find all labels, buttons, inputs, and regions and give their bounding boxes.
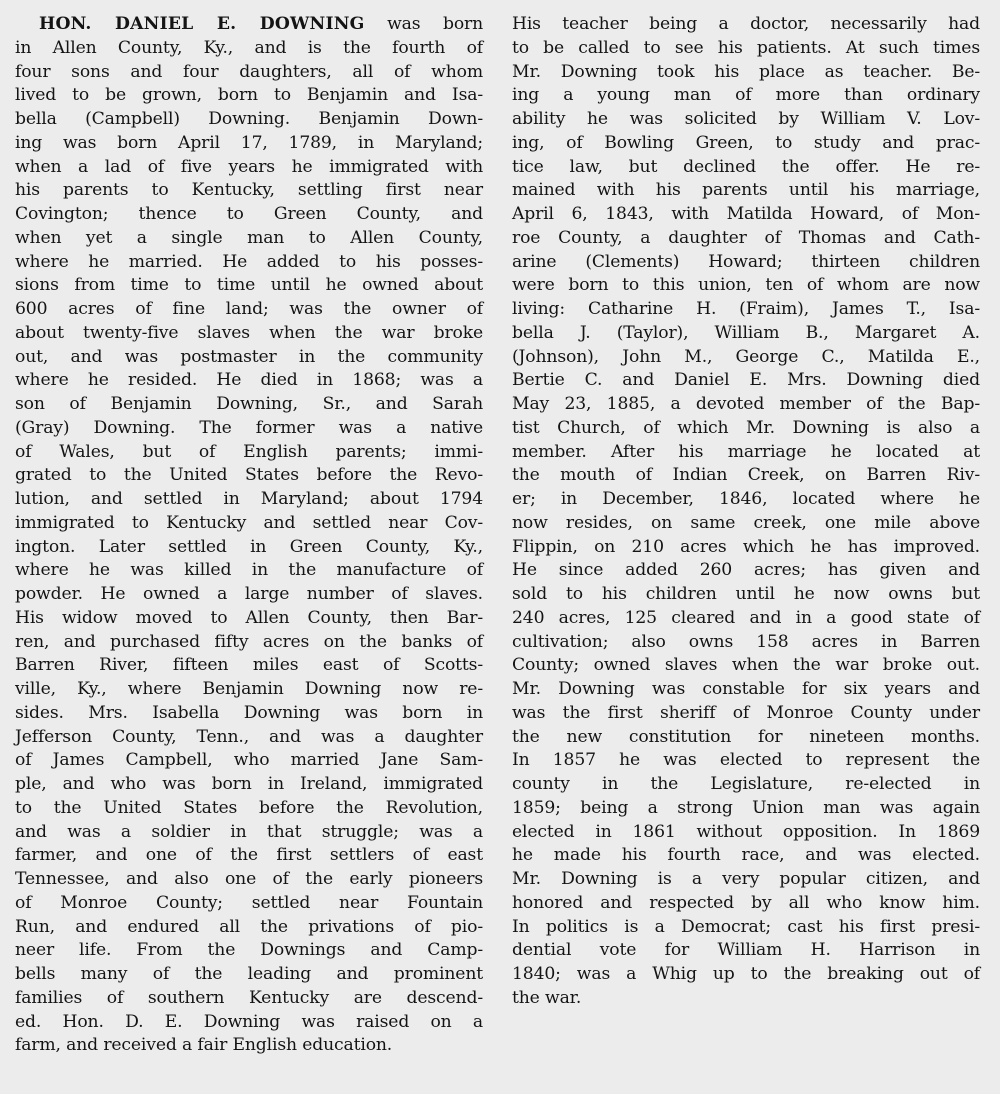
text-line: dential vote for William H. Harrison in bbox=[512, 940, 980, 961]
text-line: to be called to see his patients. At such times bbox=[512, 37, 980, 58]
text-line: and was a soldier in that struggle; was a bbox=[15, 821, 483, 842]
text-line: April 6, 1843, with Matilda Howard, of Mon- bbox=[512, 204, 980, 224]
text-line: where he married. He added to his posses- bbox=[15, 251, 483, 272]
text-line: ing, of Bowling Green, to study and prac- bbox=[512, 132, 980, 153]
text-line: Bertie C. and Daniel E. Mrs. Downing died bbox=[512, 370, 980, 391]
text-line: Flippin, on 210 acres which he has improved. bbox=[512, 536, 980, 557]
text-line: ed. Hon. D. E. Downing was raised on a bbox=[15, 1011, 483, 1032]
text-line: he made his fourth race, and was elected. bbox=[512, 845, 980, 866]
text-line: tist Church, of which Mr. Downing is also a bbox=[512, 417, 980, 438]
text-line: Barren River, fifteen miles east of Scotts- bbox=[15, 655, 483, 676]
text-line: ville, Ky., where Benjamin Downing now re- bbox=[15, 679, 483, 699]
text-line: In 1857 he was elected to represent the bbox=[512, 750, 980, 771]
text-line: sions from time to time until he owned about bbox=[15, 275, 483, 296]
text-line: in Allen County, Ky., and is the fourth of bbox=[15, 37, 483, 58]
text-line: four sons and four daughters, all of whom bbox=[15, 61, 483, 82]
text-line: ing was born April 17, 1789, in Maryland; bbox=[15, 132, 483, 153]
text-line: son of Benjamin Downing, Sr., and Sarah bbox=[15, 394, 483, 414]
text-line: 1840; was a Whig up to the breaking out of bbox=[512, 964, 980, 984]
text-line: arine (Clements) Howard; thirteen children bbox=[512, 251, 980, 272]
text-line bbox=[15, 13, 483, 37]
text-line: County; owned slaves when the war broke out. bbox=[512, 655, 980, 676]
text-line: about twenty-five slaves when the war broke bbox=[15, 322, 483, 343]
text-line: Jefferson County, Tenn., and was a daughter bbox=[15, 726, 483, 747]
text-line: May 23, 1885, a devoted member of the Bap- bbox=[512, 394, 980, 414]
text-line: er; in December, 1846, located where he bbox=[512, 489, 980, 509]
text-line: elected in 1861 without opposition. In 1869 bbox=[512, 821, 980, 842]
text-line: of James Campbell, who married Jane Sam- bbox=[15, 750, 483, 771]
text-line: were born to this union, ten of whom are now bbox=[512, 275, 980, 296]
text-line: Mr. Downing took his place as teacher. Be- bbox=[512, 61, 980, 82]
text-line: where he was killed in the manufacture of bbox=[15, 560, 483, 581]
text-line: to the United States before the Revolution, bbox=[15, 797, 483, 818]
text-line: his parents to Kentucky, settling first near bbox=[15, 180, 483, 201]
text-line: ple, and who was born in Ireland, immigrated bbox=[15, 774, 483, 794]
text-line: living: Catharine H. (Fraim), James T., Isa- bbox=[512, 299, 980, 319]
text-line: member. After his marriage he located at bbox=[512, 441, 980, 462]
text-line: the mouth of Indian Creek, on Barren Riv- bbox=[512, 465, 980, 486]
first-line-text: was born bbox=[364, 14, 483, 34]
text-line: where he resided. He died in 1868; was a bbox=[15, 370, 483, 391]
text-line: out, and was postmaster in the community bbox=[15, 346, 483, 367]
text-line: ing a young man of more than ordinary bbox=[512, 85, 980, 106]
text-line: honored and respected by all who know him. bbox=[512, 892, 980, 913]
text-line: (Johnson), John M., George C., Matilda E., bbox=[512, 346, 980, 367]
text-line: cultivation; also owns 158 acres in Barren bbox=[512, 631, 980, 652]
text-line: bella J. (Taylor), William B., Margaret A. bbox=[512, 322, 980, 343]
text-line: ren, and purchased fifty acres on the banks of bbox=[15, 631, 483, 652]
text-line: lived to be grown, born to Benjamin and Isa- bbox=[15, 85, 483, 106]
text-line: sides. Mrs. Isabella Downing was born in bbox=[15, 702, 483, 723]
text-line: 600 acres of fine land; was the owner of bbox=[15, 299, 483, 319]
text-line: grated to the United States before the Revo- bbox=[15, 465, 483, 486]
text-line: of Wales, but of English parents; immi- bbox=[15, 441, 483, 462]
text-line: 1859; being a strong Union man was again bbox=[512, 797, 980, 818]
text-line: In politics is a Democrat; cast his first presi- bbox=[512, 916, 980, 937]
left-column bbox=[15, 13, 483, 1058]
text-line: Covington; thence to Green County, and bbox=[15, 204, 483, 224]
text-line: when a lad of five years he immigrated with bbox=[15, 156, 483, 177]
text-line: roe County, a daughter of Thomas and Cath- bbox=[512, 227, 980, 248]
text-line: bella (Campbell) Downing. Benjamin Down- bbox=[15, 109, 483, 129]
text-line: neer life. From the Downings and Camp- bbox=[15, 940, 483, 961]
text-line: His teacher being a doctor, necessarily had bbox=[512, 14, 980, 34]
text-line: was the first sheriff of Monroe County under bbox=[512, 702, 980, 723]
text-line: Mr. Downing is a very popular citizen, and bbox=[512, 869, 980, 889]
text-line: ability he was solicited by William V. Lov- bbox=[512, 109, 980, 129]
text-line: sold to his children until he now owns but bbox=[512, 584, 980, 604]
text-line: immigrated to Kentucky and settled near Cov- bbox=[15, 512, 483, 533]
text-line: His widow moved to Allen County, then Bar- bbox=[15, 607, 483, 628]
text-line: Mr. Downing was constable for six years and bbox=[512, 679, 980, 699]
text-line: bells many of the leading and prominent bbox=[15, 964, 483, 984]
text-line: when yet a single man to Allen County, bbox=[15, 227, 483, 248]
text-line: (Gray) Downing. The former was a native bbox=[15, 417, 483, 438]
text-line: now resides, on same creek, one mile above bbox=[512, 512, 980, 533]
text-line: the war. bbox=[512, 987, 582, 1008]
right-column bbox=[512, 13, 980, 1011]
text-line: Tennessee, and also one of the early pioneers bbox=[15, 869, 483, 889]
text-line: of Monroe County; settled near Fountain bbox=[15, 892, 483, 913]
subject-name: HON. DANIEL E. DOWNING bbox=[39, 14, 365, 34]
text-line: Run, and endured all the privations of pio- bbox=[15, 916, 483, 937]
text-line: county in the Legislature, re-elected in bbox=[512, 774, 980, 794]
text-line: families of southern Kentucky are descend- bbox=[15, 987, 483, 1008]
text-line: the new constitution for nineteen months. bbox=[512, 726, 980, 747]
text-line: powder. He owned a large number of slaves. bbox=[15, 584, 483, 604]
text-line: lution, and settled in Maryland; about 1794 bbox=[15, 489, 483, 509]
text-line: farmer, and one of the first settlers of east bbox=[15, 845, 483, 866]
text-line: He since added 260 acres; has given and bbox=[512, 560, 980, 581]
text-line: mained with his parents until his marriage, bbox=[512, 180, 980, 201]
text-line: ington. Later settled in Green County, Ky., bbox=[15, 536, 483, 557]
text-line: tice law, but declined the offer. He re- bbox=[512, 156, 980, 177]
text-line: 240 acres, 125 cleared and in a good state of bbox=[512, 607, 980, 628]
text-line: farm, and received a fair English education. bbox=[15, 1035, 393, 1056]
